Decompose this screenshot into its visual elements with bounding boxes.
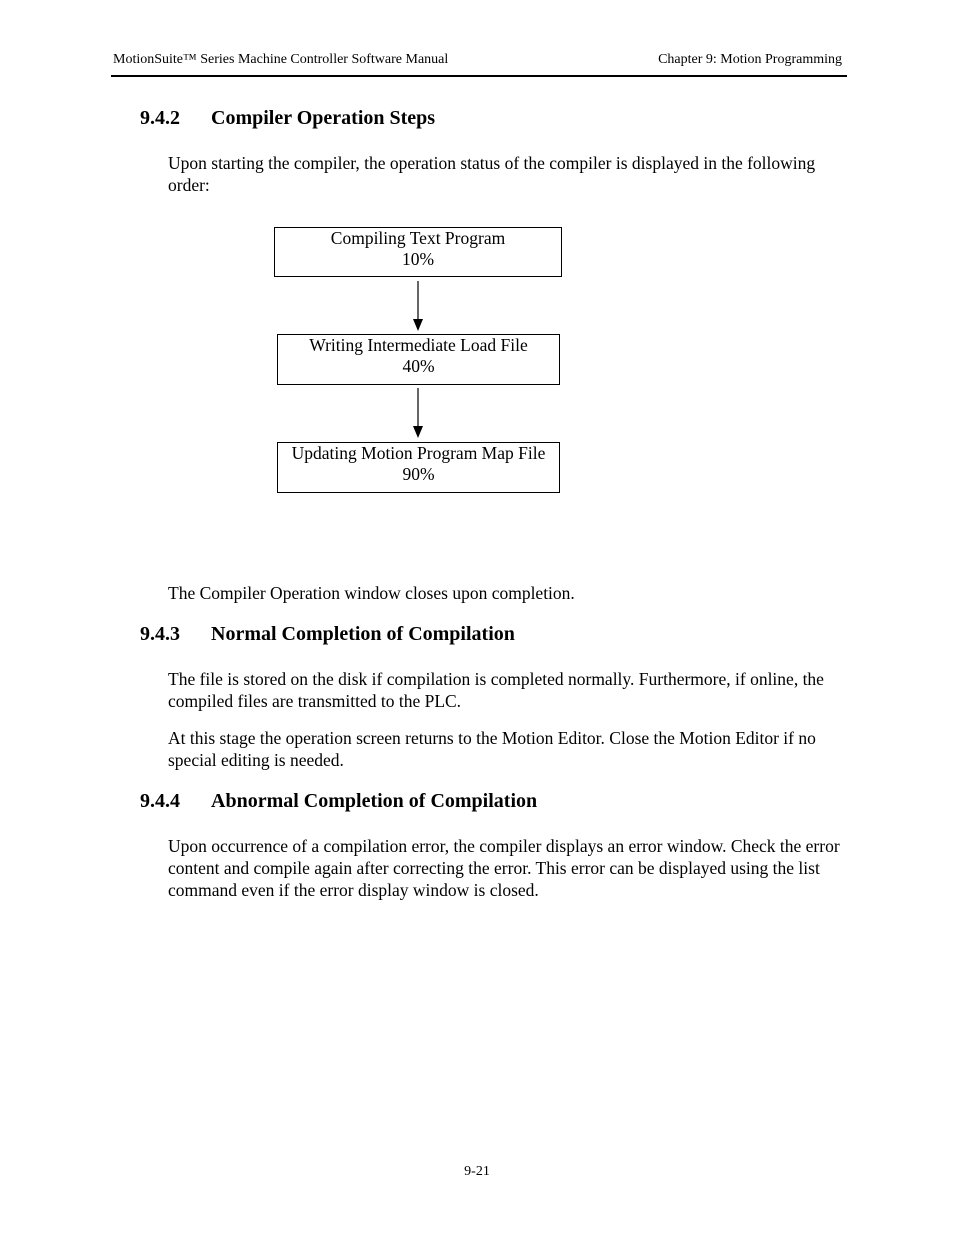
step-percent: 40% [402,356,435,376]
step-box-compiling [274,227,562,277]
page-header [111,51,847,77]
abnormal-completion-paragraph: Upon occurrence of a compilation error, the compiler displays an error window. Check the error content and compile again after correcting the error. This error can be displayed using the list command even if the error display window is closed. [168,836,840,900]
step-box-writing [277,334,560,385]
normal-completion-paragraph-2: At this stage the operation screen returns to the Motion Editor. Close the Motion Editor if no special editing is needed. [168,728,816,770]
step-label: Compiling Text Program [330,228,506,248]
intro-paragraph: Upon starting the compiler, the operation status of the compiler is displayed in the following order: [168,153,816,195]
step-percent: 10% [401,249,435,269]
section-heading-9-4-3 [140,623,515,646]
section-title: Compiler Operation Steps [211,107,436,129]
closing-note: The Compiler Operation window closes upon completion. [168,583,575,603]
manual-title: MotionSuite™ Series Machine Controller Software Manual [113,52,449,67]
section-title: Abnormal Completion of Compilation [211,790,538,812]
step-percent: 90% [402,464,435,484]
section-heading-9-4-2 [140,107,435,130]
chapter-title: Chapter 9: Motion Programming [658,52,842,67]
step-box-updating [277,442,560,493]
arrow-down-icon [410,281,426,333]
section-number: 9.4.3 [140,623,180,645]
section-heading-9-4-4 [140,790,537,813]
section-number: 9.4.2 [140,107,180,129]
section-title: Normal Completion of Compilation [211,623,515,645]
step-label: Writing Intermediate Load File [309,335,528,355]
page-number: 9-21 [464,1164,490,1179]
arrow-down-icon [410,388,426,440]
section-number: 9.4.4 [140,790,180,812]
step-label: Updating Motion Program Map File [291,443,546,463]
normal-completion-paragraph-1: The file is stored on the disk if compilation is completed normally. Furthermore, if online, the compiled files are transmitted to the PLC. [168,669,824,711]
